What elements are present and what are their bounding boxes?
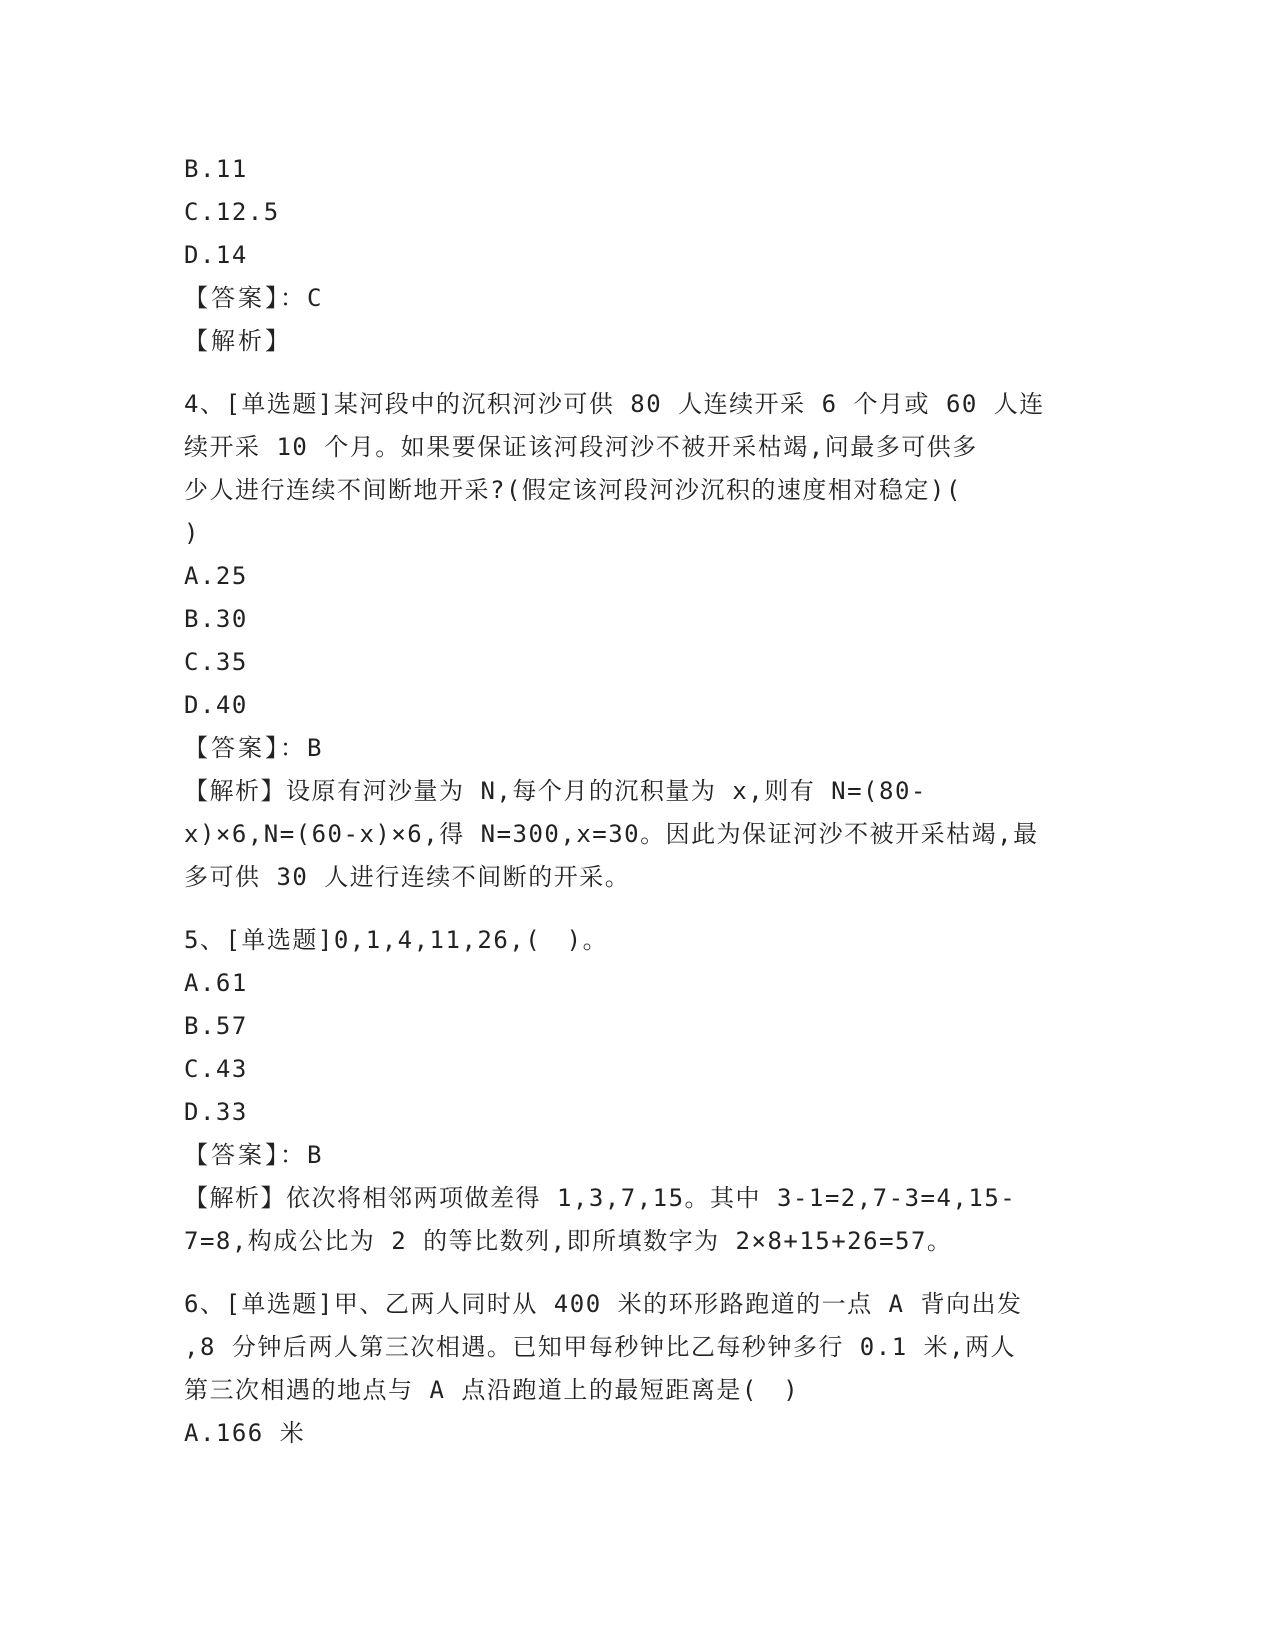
question-stem-line: ) [184, 519, 200, 547]
analysis-line: 多可供 30 人进行连续不间断的开采。 [184, 863, 631, 891]
question-stem-line: ,8 分钟后两人第三次相遇。已知甲每秒钟比乙每秒钟多行 0.1 米,两人 [184, 1333, 1017, 1361]
option-d: D.33 [184, 1098, 248, 1126]
analysis-line: 7=8,构成公比为 2 的等比数列,即所填数字为 2×8+15+26=57。 [184, 1227, 953, 1255]
answer-line: 【答案】：B [184, 734, 325, 762]
question-stem-line: 少人进行连续不间断地开采?(假定该河段河沙沉积的速度相对稳定)( [184, 476, 962, 504]
option-a: A.25 [184, 562, 248, 590]
option-d: D.40 [184, 691, 248, 719]
question-stem-line: 5、[单选题]0,1,4,11,26,( )。 [184, 926, 609, 954]
option-b: B.30 [184, 605, 248, 633]
option-b: B.11 [184, 155, 248, 183]
analysis-line: 【解析】设原有河沙量为 N,每个月的沉积量为 x,则有 N=(80- [184, 777, 927, 805]
question-5 [184, 919, 1084, 1263]
option-a: A.166 米 [184, 1419, 306, 1447]
question-stem-line: 续开采 10 个月。如果要保证该河段河沙不被开采枯竭,问最多可供多 [184, 433, 978, 461]
answer-line: 【答案】：C [184, 284, 325, 312]
option-c: C.43 [184, 1055, 248, 1083]
option-a: A.61 [184, 969, 248, 997]
question-3-tail [184, 148, 1084, 363]
option-c: C.12.5 [184, 198, 280, 226]
question-stem-line: 4、[单选题]某河段中的沉积河沙可供 80 人连续开采 6 个月或 60 人连 [184, 390, 1045, 418]
option-d: D.14 [184, 241, 248, 269]
option-b: B.57 [184, 1012, 248, 1040]
document-page [184, 148, 1084, 1455]
answer-line: 【答案】：B [184, 1141, 325, 1169]
question-stem-line: 第三次相遇的地点与 A 点沿跑道上的最短距离是( ) [184, 1376, 800, 1404]
question-stem-line: 6、[单选题]甲、乙两人同时从 400 米的环形路跑道的一点 A 背向出发 [184, 1290, 1023, 1318]
analysis-line: 【解析】 [184, 327, 292, 355]
analysis-line: x)×6,N=(60-x)×6,得 N=300,x=30。因此为保证河沙不被开采枯竭,最 [184, 820, 1039, 848]
question-6 [184, 1283, 1084, 1455]
option-c: C.35 [184, 648, 248, 676]
question-4 [184, 383, 1084, 899]
analysis-line: 【解析】依次将相邻两项做差得 1,3,7,15。其中 3-1=2,7-3=4,15- [184, 1184, 1017, 1212]
